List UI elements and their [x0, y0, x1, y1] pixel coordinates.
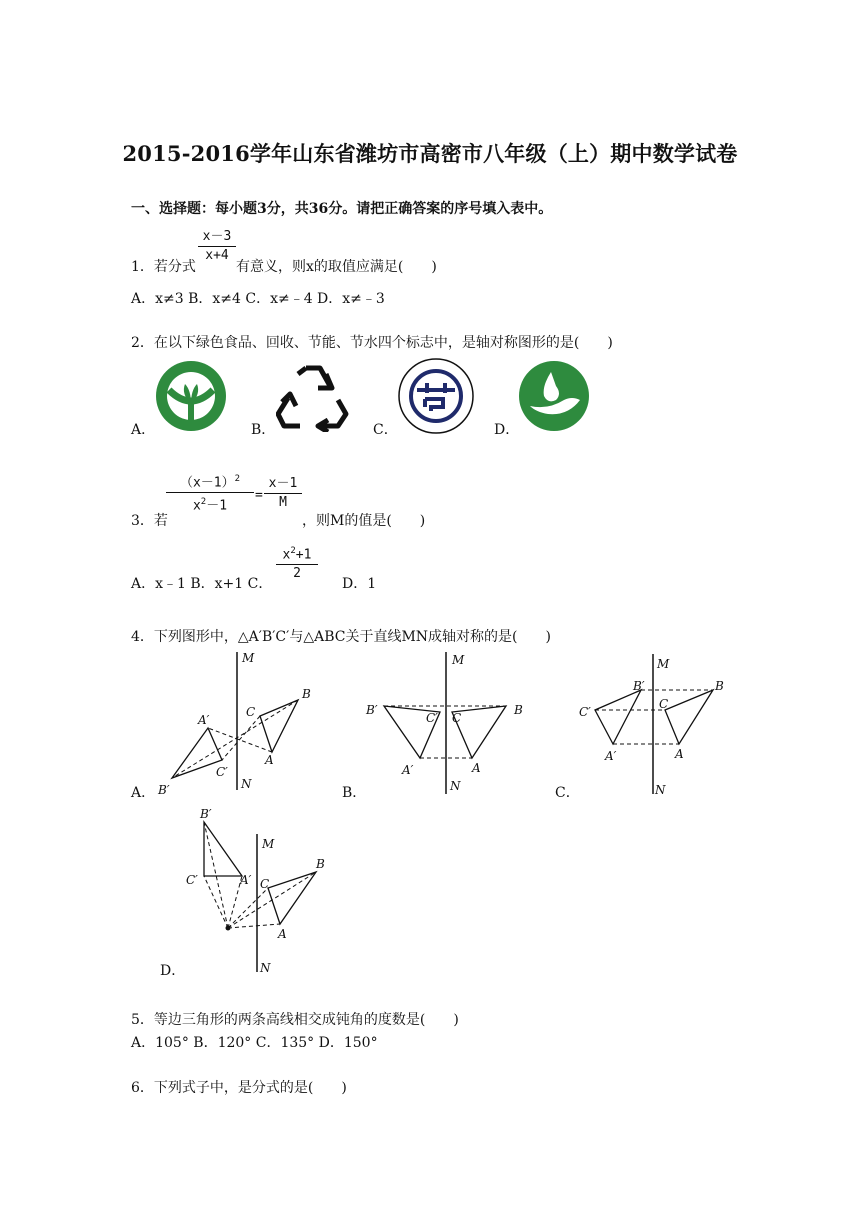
q4b-label-c: C — [452, 711, 462, 725]
q4d-label-n: N — [260, 961, 271, 975]
q4a-label-c: C — [246, 705, 256, 719]
q1-suffix: 有意义，则x的取值应满足( ) — [236, 259, 437, 275]
q4-figure-c — [575, 648, 735, 798]
q4c-label-n: N — [655, 783, 666, 797]
q3-option-c-numerator: $x^2+1$ — [276, 542, 318, 565]
q4b-label-a: A — [472, 761, 481, 775]
q3-equals: = — [255, 488, 263, 503]
q4-label-d: D． — [160, 963, 186, 979]
q3-option-c-fraction — [276, 542, 318, 583]
q4d-label-c: C — [260, 877, 270, 891]
q4-figure-b — [362, 648, 532, 798]
q4c-label-a: A — [675, 747, 684, 761]
q3-option-d: D．1 — [342, 576, 377, 592]
q3-option-c-denominator: 2 — [293, 566, 301, 582]
q3-lhs-numerator: $(x-1)^2$ — [166, 470, 254, 493]
q4a-label-b1: B′ — [158, 783, 170, 797]
q2-label-a: A． — [131, 422, 156, 438]
q4c-label-c1: C′ — [579, 705, 591, 719]
q3-lhs-denominator: $x^2-1$ — [192, 497, 228, 514]
q2-label-c: C． — [373, 422, 398, 438]
q4c-label-a1: A′ — [605, 749, 617, 763]
q4b-label-b1: B′ — [366, 703, 378, 717]
q4a-label-b: B — [302, 687, 311, 701]
q2-stem: 2．在以下绿色食品、回收、节能、节水四个标志中，是轴对称图形的是( ) — [131, 335, 613, 351]
q4a-label-m: M — [242, 651, 255, 665]
q3-lhs-fraction — [166, 470, 254, 516]
q4d-label-a: A — [278, 927, 287, 941]
q4-figure-d — [182, 804, 342, 976]
energy-saving-logo-icon — [397, 357, 475, 435]
recycle-logo-icon — [276, 360, 350, 432]
q4a-label-n: N — [241, 777, 252, 791]
q4-label-b: B． — [342, 785, 367, 801]
q4-stem: 4．下列图形中，△A′B′C′与△ABC关于直线MN成轴对称的是( ) — [131, 629, 551, 645]
q4d-label-m: M — [262, 837, 275, 851]
q1-prefix: 1．若分式 — [131, 259, 196, 275]
q4b-label-b: B — [514, 703, 523, 717]
q5-stem: 5．等边三角形的两条高线相交成钝角的度数是( ) — [131, 1012, 459, 1028]
q4c-label-c: C — [659, 697, 669, 711]
q4-label-a: A． — [131, 785, 156, 801]
section-header: 一、选择题：每小题3分，共36分。请把正确答案的序号填入表中。 — [131, 201, 553, 217]
q1-frac-numerator: x－3 — [198, 228, 236, 247]
page-title: 2015-2016学年山东省潍坊市高密市八年级（上）期中数学试卷 — [122, 141, 738, 166]
water-saving-logo-icon — [518, 360, 590, 432]
q3-rhs-fraction — [264, 475, 302, 512]
q5-options: A．105° B．120° C．135° D．150° — [131, 1035, 378, 1051]
q2-label-b: B． — [251, 422, 276, 438]
q4b-label-m: M — [452, 653, 465, 667]
q3-suffix: ，则M的值是( ) — [302, 513, 426, 529]
q4c-label-b: B — [715, 679, 724, 693]
q4-label-c: C． — [555, 785, 580, 801]
q1-frac-denominator: x+4 — [205, 248, 229, 263]
q4c-label-b1: B′ — [633, 679, 645, 693]
q2-label-d: D． — [494, 422, 520, 438]
q4c-label-m: M — [657, 657, 670, 671]
q4a-label-a1: A′ — [198, 713, 210, 727]
q4d-label-b1: B′ — [200, 807, 212, 821]
q3-prefix: 3．若 — [131, 513, 168, 529]
q4d-label-c1: C′ — [186, 873, 198, 887]
q4d-label-b: B — [316, 857, 325, 871]
q4d-label-a1: A′ — [240, 873, 252, 887]
q3-rhs-denominator: M — [279, 495, 287, 510]
q4-figure-a — [150, 648, 330, 798]
q1-options: A．x≠3 B．x≠4 C．x≠﹣4 D．x≠﹣3 — [131, 291, 385, 307]
q6-stem: 6．下列式子中，是分式的是( ) — [131, 1080, 347, 1096]
q4b-label-n: N — [450, 779, 461, 793]
green-food-logo-icon — [155, 360, 227, 432]
q1-fraction — [198, 228, 236, 265]
q3-rhs-numerator: x－1 — [264, 475, 302, 494]
q3-options-ab: A．x﹣1 B．x+1 C． — [131, 576, 273, 592]
q4b-label-a1: A′ — [402, 763, 414, 777]
q4b-label-c1: C′ — [426, 711, 438, 725]
q4a-label-c1: C′ — [216, 765, 228, 779]
q4a-label-a: A — [265, 753, 274, 767]
